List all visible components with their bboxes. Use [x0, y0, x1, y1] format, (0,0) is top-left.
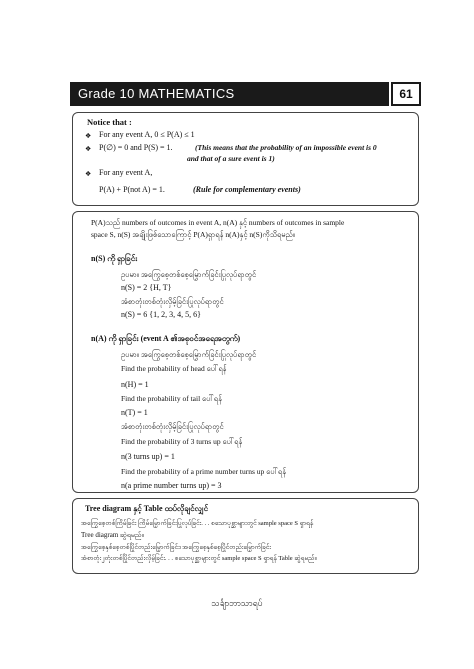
tree-line-4: အံစာတုံး၂တုံးတစ်ပြိုင်တည်းလှိမ့်ခြင်း. . . စသောပုစ္ဆာများတွင် sample space S ရှာရန် Table ဆွဲရမည်။: [81, 555, 317, 562]
ns-die: n(S) = 6 {1, 2, 3, 4, 5, 6}: [121, 310, 201, 319]
notice-line-4a: P(A) + P(not A) = 1.: [99, 185, 165, 194]
notice-line-2c: and that of a sure event is 1): [187, 154, 275, 163]
tree-line-1: အကြွေစေ့တစ်ကြိမ်ခြင်း ကြိမ်မြှောက်ခြင်းပြုလုပ်ခြင်း. . . စသောပုစ္ဆာများတွင် sample space S ရှာရန်: [81, 520, 314, 527]
notice-heading: Notice that :: [87, 117, 132, 127]
intro-line-2: space S, n(S) အချိုးဖြစ်သောကြောင့် P(A)ရှာရန် n(A)နှင့် n(S)ကိုသိရမည်။: [91, 230, 296, 239]
tree-box: [72, 498, 419, 574]
notice-line-2b: (This means that the probability of an impossible event is 0: [195, 143, 377, 152]
diamond-bullet-icon: ❖: [85, 170, 92, 178]
diamond-bullet-icon: ❖: [85, 132, 92, 140]
na-heading: n(A) ကို ရှာခြင်း (event A ၏အစုဝင်အရေအတွက်): [91, 334, 241, 343]
tree-heading: Tree diagram နှင့် Table ထပ်လိုချင်လျှင်: [85, 504, 209, 513]
diamond-bullet-icon: ❖: [85, 145, 92, 153]
footer-subject: သင်္ချာဘာသာရပ်: [211, 598, 263, 608]
na-tail: n(T) = 1: [121, 408, 148, 417]
ns-coin: n(S) = 2 {H, T}: [121, 283, 172, 292]
intro-line-1: P(A)သည် numbers of outcomes in event A, n(A) နှင့် numbers of outcomes in sample: [91, 218, 345, 227]
page-header: [70, 82, 421, 106]
notice-line-3: For any event A,: [99, 168, 153, 177]
na-find-prime: Find the probability of a prime number turns up ပေါ်ရန်: [121, 467, 287, 476]
header-title: Grade 10 MATHEMATICS: [70, 82, 389, 106]
ns-heading: n(S) ကို ရှာခြင်း: [91, 254, 138, 263]
na-3: n(3 turns up) = 1: [121, 452, 175, 461]
ns-die-text: အံစာတုံးတစ်တုံးလှိမ့်ခြင်းပြုလုပ်ရာတွင်: [121, 297, 224, 306]
na-example: ဥပမာ။ အကြွေစေ့တစ်စေ့မြှောက်ခြင်းပြုလုပ်ရာတွင်: [121, 350, 257, 359]
notice-line-4b: (Rule for complementary events): [193, 185, 301, 194]
na-prime: n(a prime number turns up) = 3: [121, 481, 222, 490]
na-find-head: Find the probability of head ပေါ်ရန်: [121, 364, 227, 373]
notice-box: [72, 112, 419, 206]
na-head: n(H) = 1: [121, 380, 149, 389]
na-find-tail: Find the probability of tail ပေါ်ရန်: [121, 394, 222, 403]
na-find-3: Find the probability of 3 turns up ပေါ်ရန်: [121, 437, 243, 446]
tree-line-3: အကြွေစေ့နှစ်စေ့တစ်ပြိုင်တည်းမြှောက်ခြင်း၊ အကြွေစေ့နှစ်စေ့ပြိုင်တည်းမြှောက်ခြင်း: [81, 544, 271, 551]
ns-example: ဥပမာ။ အကြွေစေ့တစ်စေ့မြှောက်ခြင်းပြုလုပ်ရာတွင်: [121, 270, 257, 279]
main-box: [72, 211, 419, 493]
notice-line-2a: P(∅) = 0 and P(S) = 1.: [99, 143, 173, 152]
notice-line-1: For any event A, 0 ≤ P(A) ≤ 1: [99, 130, 195, 139]
page-number: 61: [391, 82, 421, 106]
na-die-text: အံစာတုံးတစ်တုံးလှိမ့်ခြင်းပြုလုပ်ရာတွင်: [121, 422, 224, 431]
tree-line-2: Tree diagram ဆွဲရမည်။: [81, 531, 144, 539]
